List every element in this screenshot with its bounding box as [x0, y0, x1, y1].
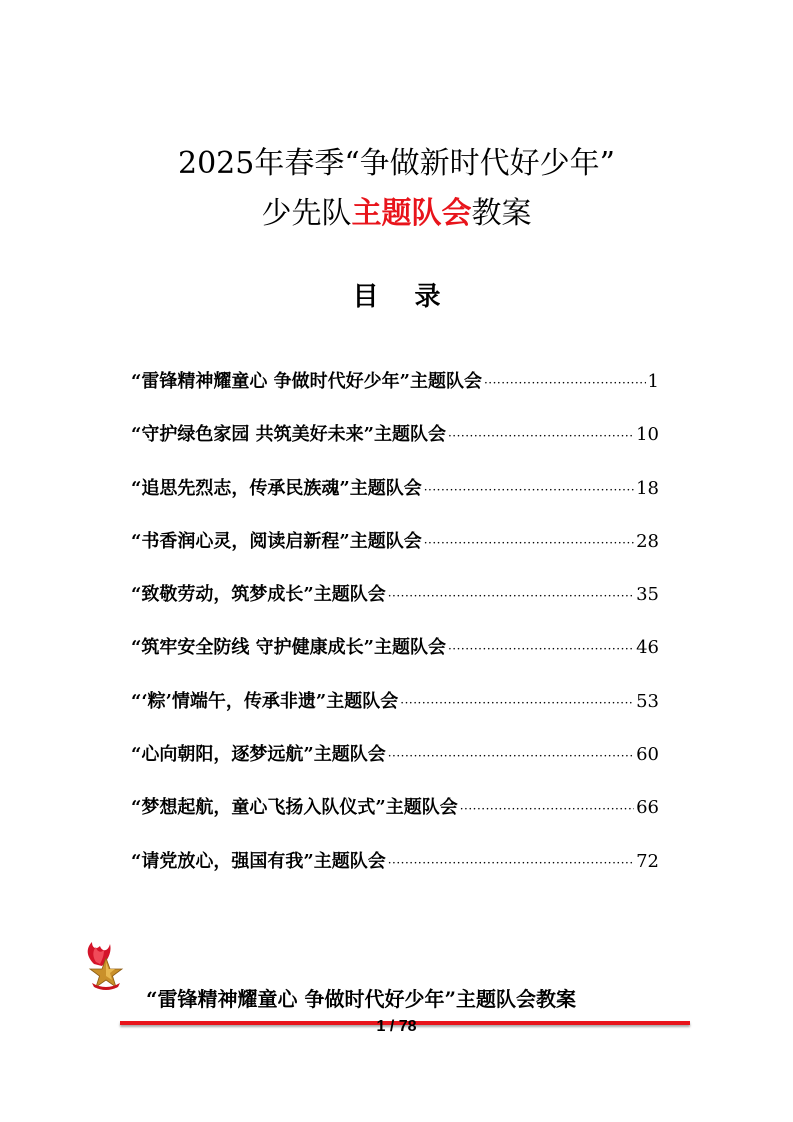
toc-entry-title: “追思先烈志，传承民族魂”主题队会 — [131, 477, 422, 499]
toc-leader-dots — [484, 376, 646, 390]
title-suffix: 教案 — [471, 196, 532, 231]
toc-leader-dots — [448, 642, 634, 656]
toc-entry-title: “守护绿色家园 共筑美好未来”主题队会 — [131, 424, 446, 446]
toc-heading-char: 目 — [352, 282, 379, 312]
young-pioneers-star-torch-icon — [80, 938, 130, 990]
toc-heading-char: 录 — [414, 282, 441, 312]
toc-entry-page: 72 — [636, 850, 659, 872]
toc-entry-page: 53 — [636, 690, 659, 712]
toc-leader-dots — [388, 749, 634, 763]
toc-entry[interactable] — [131, 793, 659, 846]
document-title-line1: 2025年春季“争做新时代好少年” — [177, 146, 616, 181]
toc-entry-title: “心向朝阳，逐梦远航”主题队会 — [131, 744, 386, 766]
toc-leader-dots — [388, 589, 634, 603]
toc-entry-page: 66 — [636, 797, 659, 819]
toc-entry[interactable] — [131, 420, 659, 473]
toc-entry-title: “雷锋精神耀童心 争做时代好少年”主题队会 — [131, 371, 482, 392]
toc-leader-dots — [424, 536, 634, 550]
toc-leader-dots — [448, 429, 634, 443]
toc-heading — [0, 276, 793, 313]
toc-entry[interactable] — [131, 633, 659, 686]
toc-entry-title: “请党放心，强国有我”主题队会 — [131, 850, 386, 872]
title-prefix: 少先队 — [261, 196, 352, 231]
toc-entry[interactable] — [131, 687, 659, 740]
toc-entry-page: 35 — [636, 584, 659, 606]
toc-leader-dots — [388, 856, 634, 870]
title-highlight: 主题队会 — [351, 196, 472, 231]
toc-entry-page: 18 — [636, 477, 659, 499]
page-indicator: 1 / 78 — [376, 1018, 417, 1035]
toc-entry-page: 1 — [647, 371, 659, 392]
toc-entry[interactable] — [131, 580, 659, 633]
toc-entry[interactable] — [131, 527, 659, 580]
toc-entry-page: 46 — [636, 637, 659, 659]
running-footer-title: “雷锋精神耀童心 争做时代好少年”主题队会教案 — [146, 987, 576, 1011]
toc-entry-page: 10 — [636, 424, 659, 446]
toc-entry-page: 60 — [636, 744, 659, 766]
toc-entry-page: 28 — [636, 530, 659, 552]
toc-entry[interactable] — [131, 740, 659, 793]
toc-leader-dots — [460, 802, 634, 816]
toc-entry-title: “‘粽’情端午，传承非遗”主题队会 — [131, 690, 399, 712]
toc-entry[interactable] — [131, 367, 659, 420]
toc-entry[interactable] — [131, 474, 659, 527]
table-of-contents — [131, 367, 659, 900]
toc-leader-dots — [424, 483, 634, 497]
toc-entry[interactable] — [131, 847, 659, 900]
toc-entry-title: “筑牢安全防线 守护健康成长”主题队会 — [131, 637, 446, 659]
toc-leader-dots — [400, 696, 634, 710]
document-title-line2 — [0, 188, 793, 232]
toc-entry-title: “致敬劳动，筑梦成长”主题队会 — [131, 584, 386, 606]
toc-entry-title: “梦想起航，童心飞扬入队仪式”主题队会 — [131, 797, 458, 819]
toc-entry-title: “书香润心灵，阅读启新程”主题队会 — [131, 530, 422, 552]
